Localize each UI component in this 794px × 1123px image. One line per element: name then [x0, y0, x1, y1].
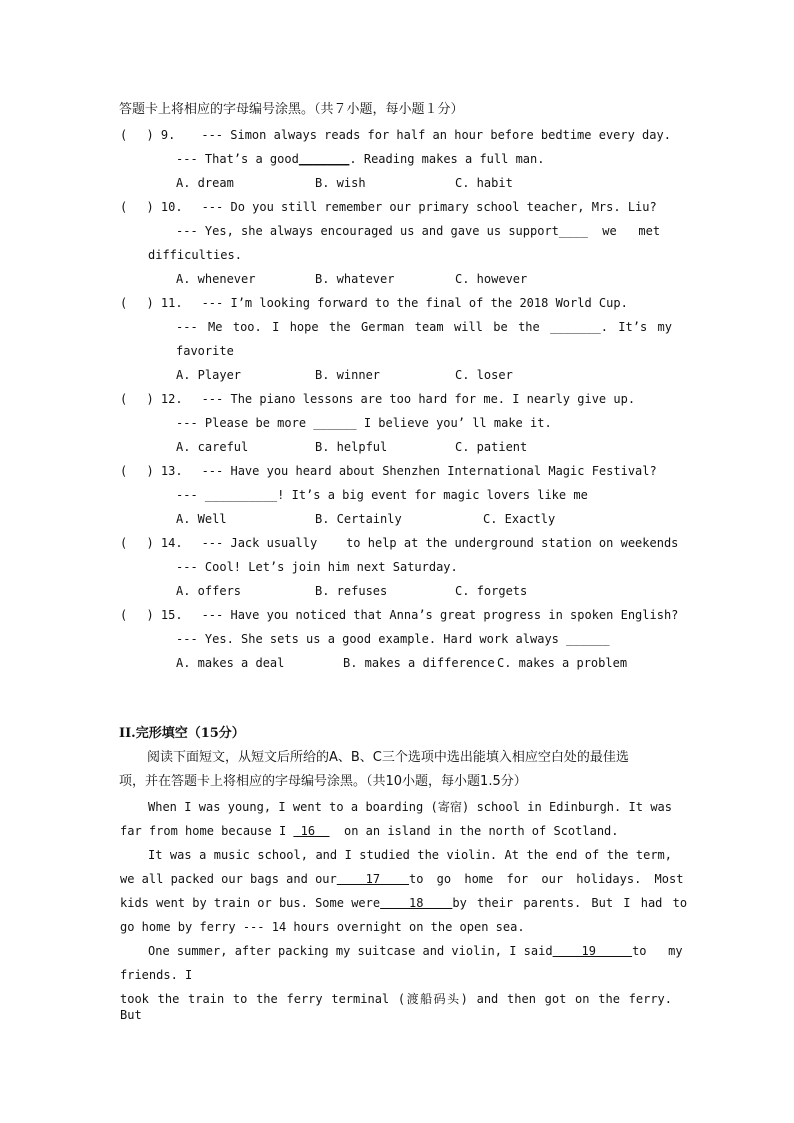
- q13-option-a: A. Well: [176, 512, 227, 526]
- q13-prefix: ( ) 13.: [120, 464, 183, 478]
- passage-p3-line2: friends. I: [120, 968, 193, 982]
- q15-line1: --- Have you noticed that Anna’s great progress in spoken English?: [201, 608, 679, 622]
- q15-stem: [120, 607, 678, 623]
- q13-line1: --- Have you heard about Shenzhen International Magic Festival?: [201, 464, 657, 478]
- section2-instruction-line2: 项，并在答题卡上将相应的字母编号涂黑。（共10小题，每小题1.5分）: [119, 774, 527, 789]
- section2-heading: II.完形填空（15分）: [119, 726, 245, 741]
- passage-p2-line4: go home by ferry --- 14 hours overnight on the open sea.: [120, 920, 525, 934]
- q15-prefix: ( ) 15.: [120, 608, 183, 622]
- q10-line1: --- Do you still remember our primary school teacher, Mrs. Liu?: [201, 200, 657, 214]
- q11-line1: --- I’m looking forward to the final of the 2018 World Cup.: [201, 296, 628, 310]
- q9-line2-text: --- That’s a good: [176, 152, 299, 166]
- passage-p3-line1-text: One summer, after packing my suitcase and violin, I said: [148, 944, 553, 958]
- blank-18: 18: [380, 896, 453, 910]
- blank-19: 19: [552, 944, 633, 958]
- q10-line3: difficulties.: [148, 248, 242, 262]
- passage-p2-line2-tail: to go home for our holidays. Most: [409, 872, 684, 886]
- q12-prefix: ( ) 12.: [120, 392, 183, 406]
- q13-option-b: B. Certainly: [315, 512, 402, 526]
- q10-prefix: ( ) 10.: [120, 200, 183, 214]
- passage-p1-line2-text: far from home because I: [120, 824, 294, 838]
- q11-option-c: C. loser: [455, 368, 513, 382]
- q10-option-b: B. whatever: [315, 272, 395, 286]
- passage-p2-line3: [120, 895, 687, 911]
- section2-instruction-line1: 阅读下面短文，从短文后所给的A、B、C三个选项中选出能填入相应空白处的最佳选: [147, 750, 629, 765]
- q11-prefix: ( ) 11.: [120, 296, 183, 310]
- q12-line2: --- Please be more ______ I believe you’ ll make it.: [176, 416, 552, 430]
- passage-p2-line3-text: kids went by train or bus. Some were: [120, 896, 381, 910]
- passage-p2-line2-text: we all packed our bags and our: [120, 872, 337, 886]
- passage-p3-line1: [148, 943, 683, 959]
- q9-prefix: ( ) 9.: [120, 128, 176, 142]
- passage-p1-line2: [120, 823, 619, 839]
- q15-option-a: A. makes a deal: [176, 656, 285, 670]
- q11-stem: [120, 295, 628, 311]
- q12-option-c: C. patient: [455, 440, 528, 454]
- q13-option-c: C. Exactly: [483, 512, 556, 526]
- passage-p1-line1: When I was young, I went to a boarding (寄宿) school in Edinburgh. It was: [148, 800, 672, 814]
- q10-option-c: C. however: [455, 272, 528, 286]
- q14-option-a: A. offers: [176, 584, 242, 598]
- passage-p3-line1-tail: to my: [632, 944, 683, 958]
- q11-option-a: A. Player: [176, 368, 242, 382]
- passage-p2-line1: It was a music school, and I studied the violin. At the end of the term,: [148, 848, 672, 862]
- q10-stem: [120, 199, 657, 215]
- q14-stem: [120, 535, 678, 551]
- q15-option-b: B. makes a difference: [343, 656, 495, 670]
- q9-line2: [176, 151, 544, 167]
- q15-option-c: C. makes a problem: [497, 656, 628, 670]
- q11-line3: favorite: [176, 344, 234, 358]
- q12-option-a: A. careful: [176, 440, 249, 454]
- q14-prefix: ( ) 14.: [120, 536, 183, 550]
- passage-p2-line3-tail: by their parents. But I had to: [452, 896, 688, 910]
- blank-17: 17: [336, 872, 409, 886]
- q14-option-b: B. refuses: [315, 584, 388, 598]
- q12-line1: --- The piano lessons are too hard for me. I nearly give up.: [201, 392, 636, 406]
- q9-blank: _______: [298, 152, 350, 166]
- q10-line2: --- Yes, she always encouraged us and gave us support____ we met: [176, 224, 661, 238]
- q13-stem: [120, 463, 657, 479]
- q9-line2-tail: . Reading makes a full man.: [349, 152, 545, 166]
- q12-stem: [120, 391, 635, 407]
- q9-option-a: A. dream: [176, 176, 234, 190]
- passage-p2-line2: [120, 871, 683, 887]
- passage-p3-line3: took the train to the ferry terminal (渡船码头) and then got on the ferry. But: [120, 992, 672, 1022]
- blank-16: 16: [293, 824, 330, 838]
- q14-option-c: C. forgets: [455, 584, 528, 598]
- passage-p1-line2-tail: on an island in the north of Scotland.: [329, 824, 619, 838]
- q9-line1: --- Simon always reads for half an hour before bedtime every day.: [201, 128, 671, 142]
- q14-line2: --- Cool! Let’s join him next Saturday.: [176, 560, 458, 574]
- q14-line1: --- Jack usually to help at the underground station on weekends: [201, 536, 679, 550]
- q12-option-b: B. helpful: [315, 440, 388, 454]
- q15-line2: --- Yes. She sets us a good example. Hard work always ______: [176, 632, 610, 646]
- q11-option-b: B. winner: [315, 368, 381, 382]
- q9-option-c: C. habit: [455, 176, 513, 190]
- section1-instruction: 答题卡上将相应的字母编号涂黑。（共７小题，每小题１分）: [119, 102, 464, 117]
- q9-option-b: B. wish: [315, 176, 366, 190]
- q13-line2: --- __________! It’s a big event for magic lovers like me: [176, 488, 588, 502]
- q11-line2: --- Me too. I hope the German team will be the _______. It’s my: [176, 320, 672, 334]
- q10-option-a: A. whenever: [176, 272, 256, 286]
- q9-stem: [120, 127, 671, 143]
